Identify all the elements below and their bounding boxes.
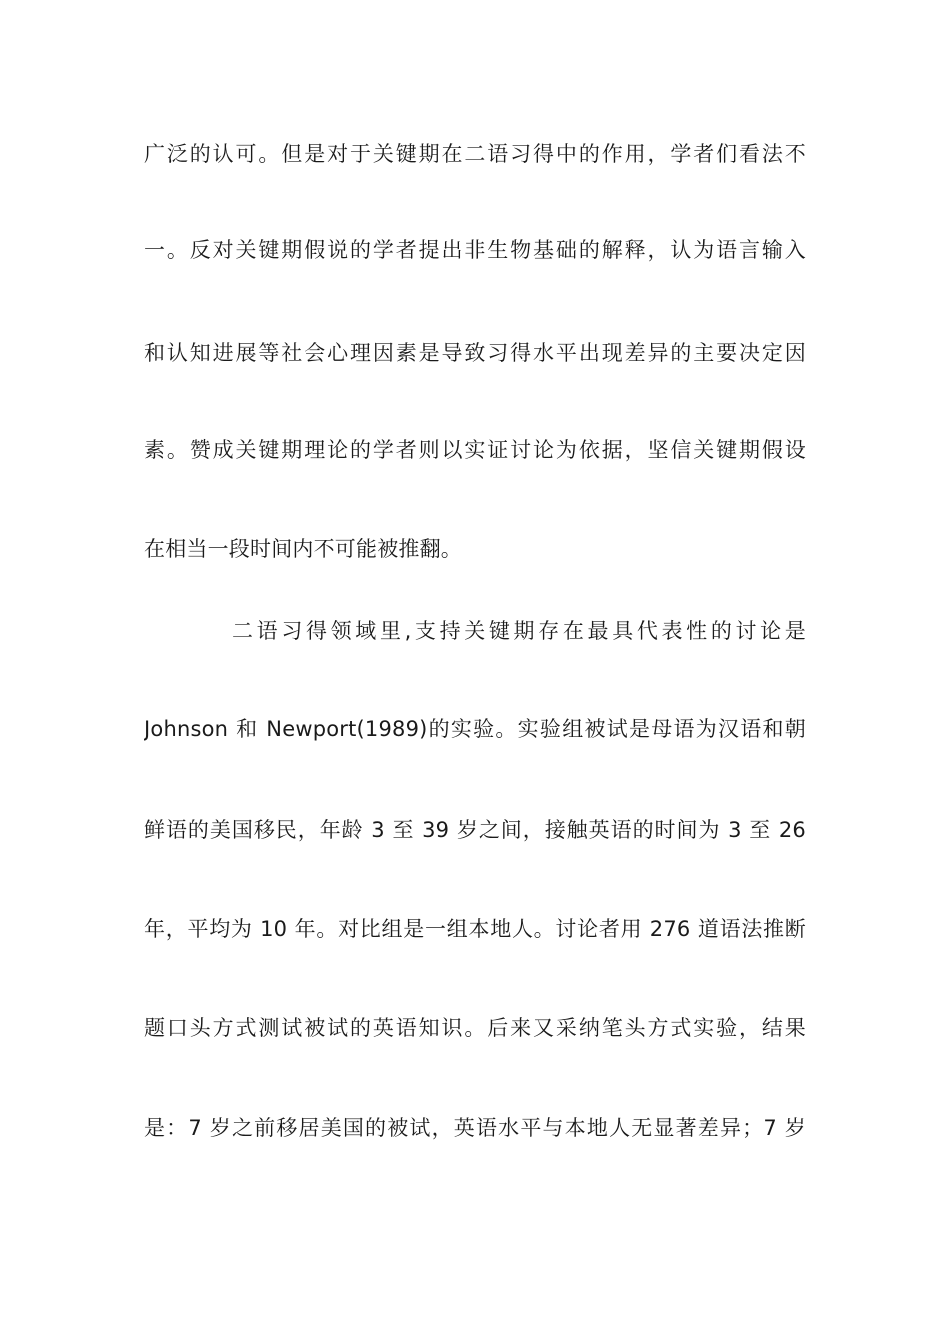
paragraph-line: 年，平均为 10 年。对比组是一组本地人。讨论者用 276 道语法推断 <box>144 917 806 941</box>
paragraph-line: 素。赞成关键期理论的学者则以实证讨论为依据，坚信关键期假设 <box>144 438 806 462</box>
paragraph-line: 题口头方式测试被试的英语知识。后来又采纳笔头方式实验，结果 <box>144 1016 806 1040</box>
paragraph-line: 广泛的认可。但是对于关键期在二语习得中的作用，学者们看法不 <box>144 142 806 166</box>
paragraph-line: 一。反对关键期假说的学者提出非生物基础的解释，认为语言输入 <box>144 238 806 262</box>
paragraph-line: 在相当一段时间内不可能被推翻。 <box>144 537 462 561</box>
paragraph-first-line: 二语习得领域里,支持关键期存在最具代表性的讨论是 <box>232 619 806 643</box>
paragraph-line: 是：7 岁之前移居美国的被试，英语水平与本地人无显著差异；7 岁 <box>144 1116 806 1140</box>
paragraph-line: 鲜语的美国移民，年龄 3 至 39 岁之间，接触英语的时间为 3 至 26 <box>144 818 806 842</box>
paragraph-line: 和认知进展等社会心理因素是导致习得水平出现差异的主要决定因 <box>144 341 806 365</box>
paragraph-line: Johnson 和 Newport(1989)的实验。实验组被试是母语为汉语和朝 <box>144 717 806 741</box>
